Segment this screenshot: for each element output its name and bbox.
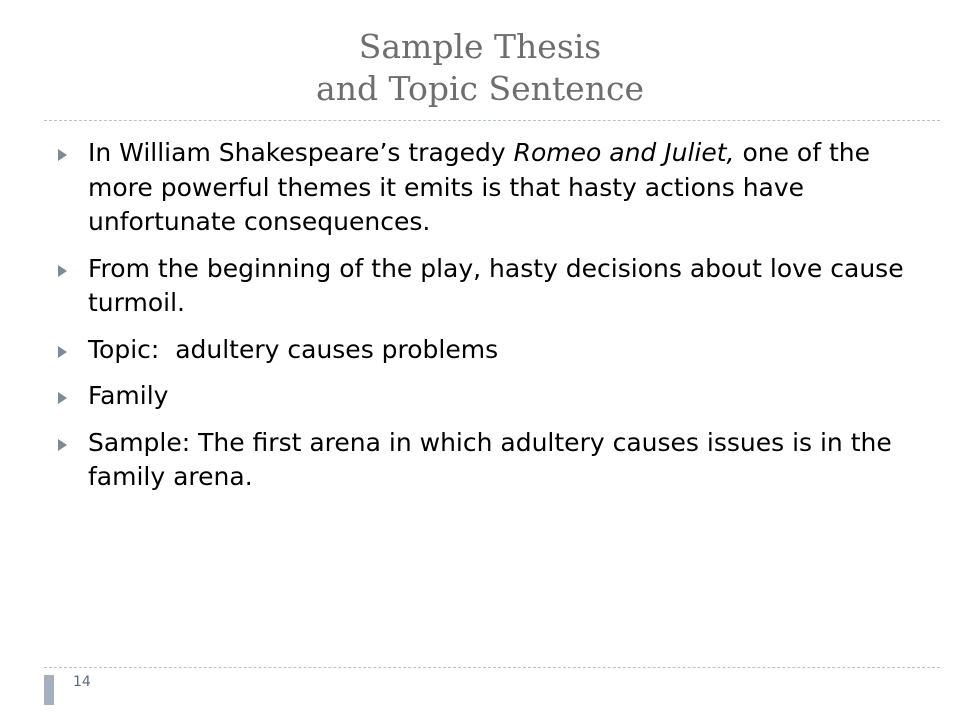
bullet-text: Sample: The first arena in which adultery causes issues is in the family arena. — [88, 427, 892, 491]
bullet-text: Topic: adultery causes problems — [88, 334, 499, 364]
triangle-right-icon — [58, 265, 67, 277]
bullet-list — [58, 136, 908, 507]
play-title: Romeo and Juliet, — [513, 138, 735, 167]
triangle-right-icon — [58, 439, 67, 451]
footer-accent-bar — [44, 675, 54, 705]
title-divider — [44, 120, 940, 121]
bullet-text: Family — [88, 381, 169, 410]
bullet-text-part: In William Shakespeare’s tragedy — [88, 138, 514, 167]
bullet-item-sample — [58, 426, 908, 495]
bullet-text-part: one of the more powerful themes it emits is that hasty actions have unfortunate consequences. — [88, 138, 870, 236]
page-number: 14 — [73, 674, 91, 690]
footer-divider — [44, 667, 940, 668]
slide-title-line-2: and Topic Sentence — [316, 69, 644, 108]
bullet-item-topic — [58, 333, 908, 368]
bullet-text: From the beginning of the play, hasty decisions about love cause turmoil. — [88, 253, 904, 317]
triangle-right-icon — [58, 346, 67, 358]
bullet-item-family — [58, 379, 908, 414]
bullet-item-thesis — [58, 136, 908, 240]
bullet-item-beginning — [58, 252, 908, 321]
slide-title-line-1: Sample Thesis — [358, 27, 602, 66]
slide-title — [0, 26, 960, 110]
triangle-right-icon — [58, 392, 67, 404]
triangle-right-icon — [58, 149, 67, 161]
